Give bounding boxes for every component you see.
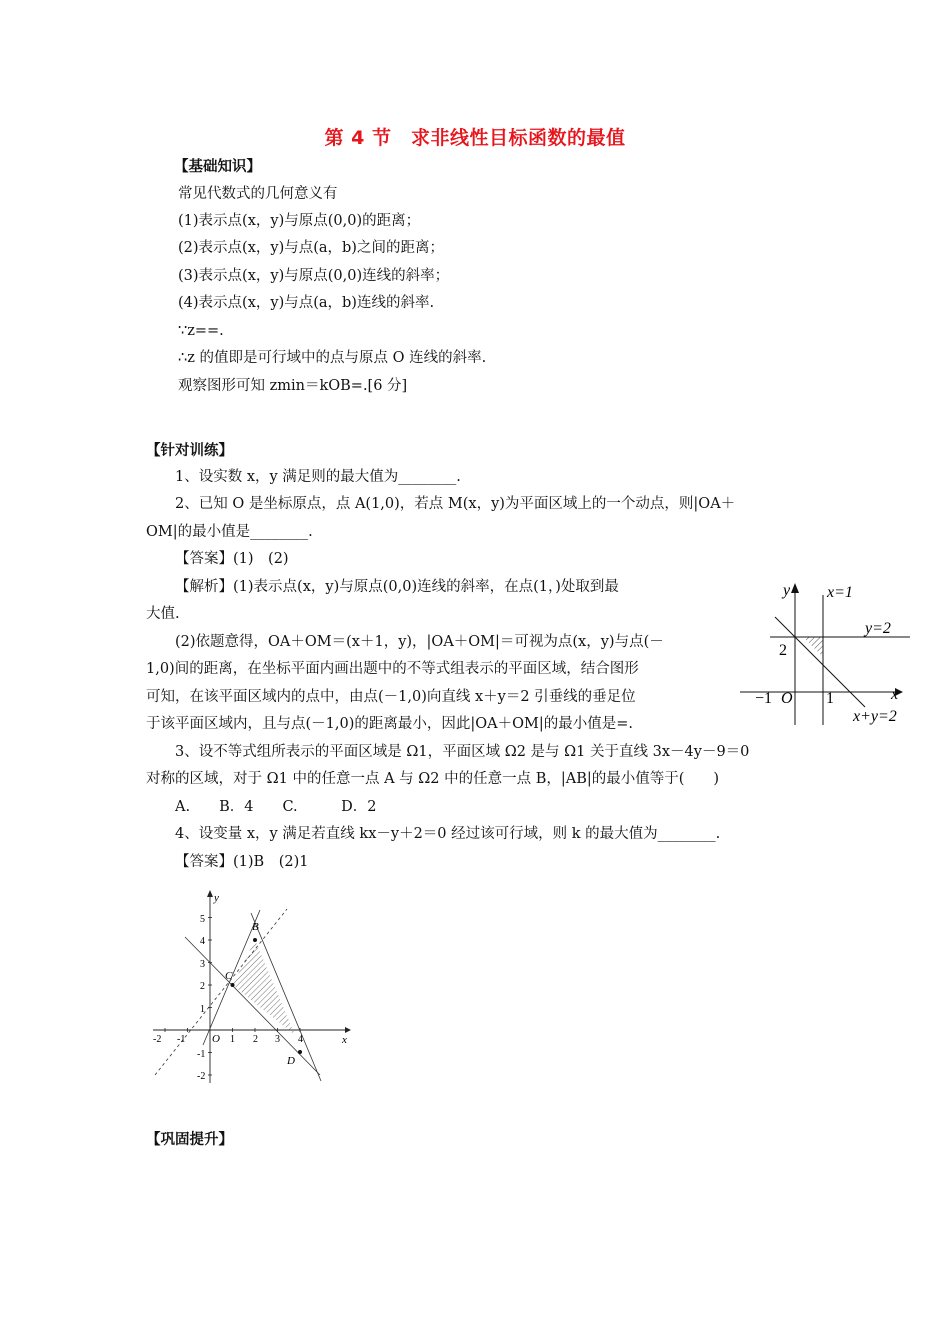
label-y-eq-2: y=2	[865, 620, 891, 637]
tick-x4: 4	[298, 1034, 303, 1045]
question-2-line-2: OM|的最小值是________.	[146, 524, 313, 540]
tick-ym1: -1	[197, 1049, 206, 1060]
tick-y1: 1	[200, 1004, 205, 1015]
basic-item-2: (2)表示点(x，y)与点(a，b)之间的距离；	[178, 240, 444, 256]
point-c	[231, 983, 235, 987]
basic-therefore: ∴z 的值即是可行域中的点与原点 O 连线的斜率.	[178, 350, 487, 366]
tick-xm1: -1	[177, 1034, 186, 1045]
label-x-eq-1: x=1	[827, 584, 853, 601]
feasible-region	[803, 637, 823, 657]
x-axis-arrow-icon	[345, 1027, 351, 1033]
page-title: 第 4 节 求非线性目标函数的最值	[324, 127, 626, 149]
analysis-line-2: 大值.	[146, 606, 180, 622]
question-4: 4、设变量 x，y 满足若直线 kx－y＋2＝0 经过该可行域，则 k 的最大值为________.	[175, 826, 721, 842]
analysis-line-5: 可知，在该平面区域内的点中，由点(－1,0)向直线 x＋y＝2 引垂线的垂足位	[146, 689, 636, 705]
tick-y4: 4	[200, 936, 205, 947]
label-neg-one: −1	[755, 690, 773, 707]
basic-item-3: (3)表示点(x，y)与原点(0,0)连线的斜率；	[178, 268, 450, 284]
question-3-line-2: 对称的区域，对于 Ω1 中的任意一点 A 与 Ω2 中的任意一点 B，|AB|的最小值等于( )	[146, 771, 720, 787]
answer-2: 【答案】(1)B (2)1	[175, 854, 309, 870]
label-y: y	[214, 892, 219, 904]
basic-item-1: (1)表示点(x，y)与原点(0,0)的距离；	[178, 213, 421, 229]
basic-intro: 常见代数式的几何意义有	[178, 186, 338, 202]
analysis-line-6: 于该平面区域内，且与点(－1,0)的距离最小，因此|OA＋OM|的最小值是=.	[146, 716, 633, 732]
label-x-plus-y-2: x+y=2	[853, 708, 897, 725]
label-two: 2	[779, 642, 787, 659]
tick-x2: 2	[253, 1034, 258, 1045]
label-one: 1	[826, 690, 834, 707]
tick-xm2: -2	[153, 1034, 162, 1045]
triangle-figure	[145, 885, 360, 1090]
tick-x1: 1	[230, 1034, 235, 1045]
basic-because: ∵z==.	[178, 323, 224, 339]
y-axis-arrow-icon	[791, 583, 799, 593]
question-3-line-1: 3、设不等式组所表示的平面区域是 Ω1，平面区域 Ω2 是与 Ω1 关于直线 3x－4y－9＝0	[175, 744, 750, 760]
point-b	[253, 938, 257, 942]
basic-item-4: (4)表示点(x，y)与点(a，b)连线的斜率.	[178, 295, 435, 311]
training-heading: 【针对训练】	[146, 443, 233, 459]
label-x: x	[342, 1034, 347, 1046]
basic-heading: 【基础知识】	[174, 159, 261, 175]
basic-observe: 观察图形可知 zmin＝kOB=.[6 分]	[178, 378, 408, 394]
analysis-line-3: (2)依题意得，OA＋OM＝(x＋1，y)，|OA＋OM|＝可视为点(x，y)与点(－	[175, 634, 664, 650]
label-x: x	[891, 686, 899, 703]
analysis-line-1: 【解析】(1)表示点(x，y)与原点(0,0)连线的斜率，在点(1，)处取到最	[175, 579, 619, 595]
question-3-options: A. B．4 C. D．2	[175, 799, 377, 815]
feasible-region	[233, 940, 296, 1035]
label-b: B	[252, 921, 259, 933]
tick-x3: 3	[275, 1034, 280, 1045]
tick-ym2: -2	[197, 1071, 206, 1082]
question-2-line-1: 2、已知 O 是坐标原点，点 A(1,0)，若点 M(x，y)为平面区域上的一个动点，则|OA＋	[175, 496, 736, 512]
label-o: O	[212, 1033, 220, 1045]
tick-y3: 3	[200, 959, 205, 970]
region-figure	[735, 575, 915, 730]
consolidate-heading: 【巩固提升】	[146, 1132, 233, 1148]
question-1: 1、设实数 x，y 满足则的最大值为________.	[175, 469, 461, 485]
tick-y5: 5	[200, 914, 205, 925]
label-d: D	[287, 1055, 295, 1067]
analysis-line-4: 1,0)间的距离，在坐标平面内画出题中的不等式组表示的平面区域，结合图形	[146, 661, 639, 677]
y-axis-arrow-icon	[207, 890, 213, 897]
point-d	[298, 1050, 302, 1054]
answer-1: 【答案】(1) (2)	[175, 551, 289, 567]
tick-y2: 2	[200, 981, 205, 992]
label-y: y	[783, 582, 791, 599]
label-origin: O	[781, 690, 793, 707]
label-c: C	[225, 970, 233, 982]
